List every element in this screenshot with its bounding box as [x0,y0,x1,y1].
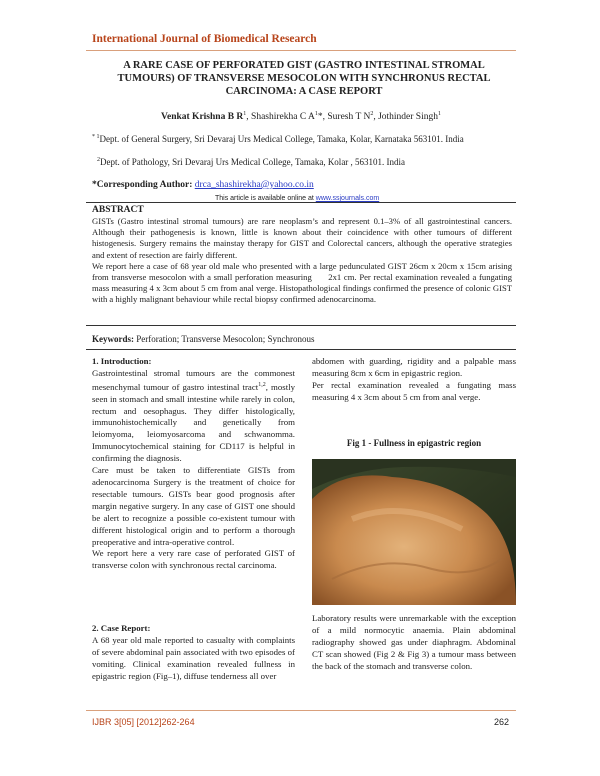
author-email-link[interactable]: drca_shashirekha@yahoo.co.in [194,180,314,190]
column-2-bottom [312,613,516,673]
journal-name: International Journal of Biomedical Research [92,33,317,45]
author-4: , Jothinder Singh [373,112,438,123]
abstract-paragraph-2: We report here a case of 68 year old male who presented with a large pedunculated GIST 26cm x 20cm x 15cm arising from transverse mesocolon with a small perforation measuring 2x1 cm. Per rectal examination revealed a fungating mass measuring 4 x 3cm about 5 cm from anal verge. Histopathological findings confirmed the presence of colonic GIST with a highly malignant behaviour while rectal biopsy confirmed adenocarcinoma. [92,260,515,305]
introduction-heading: 1. Introduction: [92,356,152,366]
abstract-paragraph-1: GISTs (Gastro intestinal stromal tumours) are rare neoplasm’s and represent 0.1–3% of all gastrointestinal cancers. Although their pathogenesis is known, little is known about their coincidence with other tumours of different histogenesis. Surgery remains the mainstay therapy for GIST and Colorectal cancers, although the operative strategies and extent of resection are fairly different. [92,216,512,260]
corresponding-author: *Corresponding Author: drca_shashirekha@yahoo.co.in [92,180,314,190]
author-list: Venkat Krishna B $R^1$, Shashirekha C $A^1*$, Suresh T $N^2$, Jothinder Singh$^1$ [161,111,441,123]
case-report-heading: 2. Case Report: [92,623,151,633]
case-paragraph-1: A 68 year old male reported to casualty with complaints of severe abdominal pain associated with two episodes of vomiting. Clinical examination revealed fullness in epigastric region (Fig–1), diffuse tenderness all over [92,634,295,681]
header-rule [86,50,516,51]
column-2-top [312,356,516,404]
abstract-heading: ABSTRACT [92,205,144,215]
intro-paragraph-2: Care must be taken to differentiate GISTs from adenocarcinoma Surgery is the treatment of choice for resectable tumours. GISTs bear good prognosis after margin negative surgery. In any case of GIST one should be alert to recognize a possible co-existent tumour with different histological origin and to perform a thorough preoperative and intra-operative control. [92,465,295,547]
figure-1-caption: Fig 1 - Fullness in epigastric region [346,438,482,448]
col2-paragraph-3: Laboratory results were unremarkable with the exception of a mild normocytic anaemia. Plain abdominal radiography showed gas under diaphragm. Abdominal CT scan showed (Fig 2 & Fig 3) a tumour mass between the back of the stomach and transverse colon. [312,613,516,671]
intro-paragraph-3: We report here a very rare case of perforated GIST of transverse colon with synchronous rectal carcinoma. [92,548,295,571]
keywords: Keywords: Perforation; Transverse Mesocolon; Synchronous [92,334,315,344]
article-title: A RARE CASE OF PERFORATED GIST (GASTRO INTESTINAL STROMAL TUMOURS) OF TRANSVERSE MESOCOLON WITH SYNCHRONUS RECTAL CARCINOMA: A CASE REPORT [117,60,491,97]
abstract-body [92,216,515,306]
introduction-section [92,356,295,572]
figure-1-photo [312,459,516,605]
journal-website-link[interactable]: www.ssjournals.com [315,195,380,202]
author-2: , Shashirekha C A [246,112,315,123]
affiliation-2: $^2$Dept. of Pathology, Sri Devaraj Urs Medical College, Tamaka, Kolar , 563101. India [97,157,406,167]
col2-paragraph-1: abdomen with guarding, rigidity and a palpable mass measuring 8cm x 6cm in epigastric region. [312,356,516,378]
keywords-rule [86,349,516,350]
affiliation-1: $^{* 1}$Dept. of General Surgery, Sri Devaraj Urs Medical College, Tamaka, Kolar, Karnataka 563101. India [92,134,464,144]
author-1: Venkat Krishna B R [161,112,244,123]
col2-paragraph-2: Per rectal examination revealed a fungating mass measuring 4 x 3cm about 5 cm from anal verge. [312,379,516,402]
page-number: 262 [494,717,510,727]
footer-citation: IJBR 3[05] [2012]262-264 [92,717,195,727]
case-report-section [92,623,295,683]
intro-paragraph-1: Gastrointestinal stromal tumours are the commonest mesenchymal tumour of gastro intestinal tract$^{1,2}$, mostly seen in stomach and small intestine while rarely in colon, rectum and oesophagus. They differ histologically, immunohistochemically and genetically from leiomyoma, leiomyosarcoma and schwanomma. Immunocytochemical staining for CD117 is helpful in confirming the diagnosis. [92,367,295,464]
footer-rule [86,710,516,711]
availability-note: This article is available online at www.ssjournals.com [215,195,380,202]
author-3: , Suresh T N [322,112,371,123]
